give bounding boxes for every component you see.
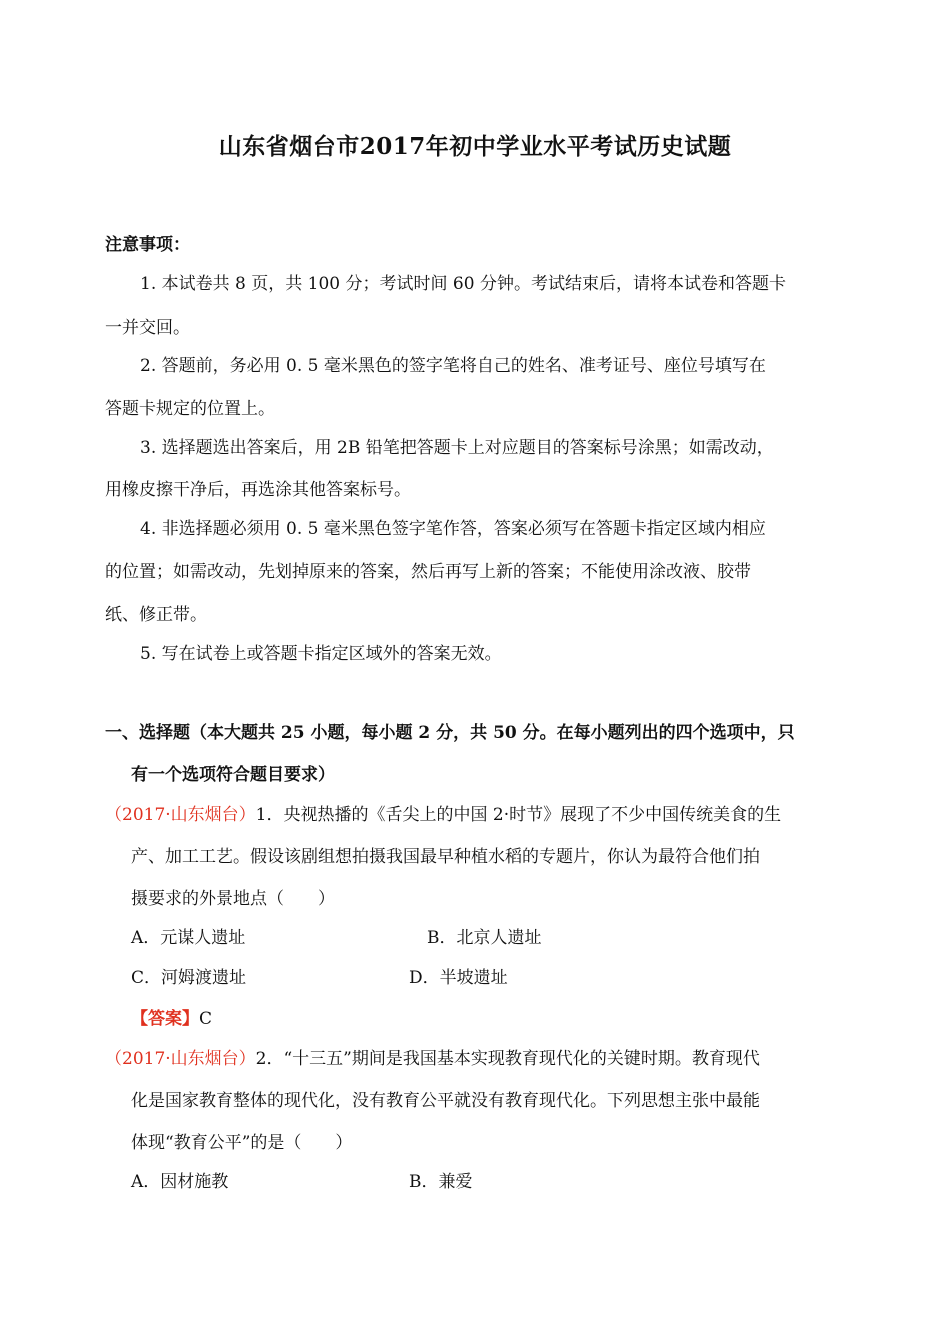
section-heading-line-1: 一、选择题（本大题共 25 小题，每小题 2 分，共 50 分。在每小题列出的四个选项中，只 <box>105 723 795 743</box>
question-2-stem-line-3: 体现“教育公平”的是（ ） <box>131 1133 353 1153</box>
question-2-option-b: B．兼爱 <box>409 1172 473 1192</box>
note-2-line-1: 2. 答题前，务必用 0. 5 毫米黑色的签字笔将自己的姓名、准考证号、座位号填写在 <box>140 356 766 376</box>
section-heading-line-2: 有一个选项符合题目要求） <box>131 765 335 785</box>
question-1-answer-row <box>131 1007 212 1031</box>
question-2-first-line <box>105 1047 760 1071</box>
question-1-source: （2017·山东烟台） <box>105 805 256 825</box>
note-5-line-1: 5. 写在试卷上或答题卡指定区域外的答案无效。 <box>140 644 502 664</box>
question-2-stem-line-2: 化是国家教育整体的现代化，没有教育公平就没有教育现代化。下列思想主张中最能 <box>131 1091 760 1111</box>
note-4-line-2: 的位置；如需改动，先划掉原来的答案，然后再写上新的答案；不能使用涂改液、胶带 <box>105 562 751 582</box>
question-1-answer-label: 【答案】 <box>131 1009 199 1029</box>
note-1-line-2: 一并交回。 <box>105 318 190 338</box>
page-title: 山东省烟台市2017年初中学业水平考试历史试题 <box>218 133 732 160</box>
note-3-line-2: 用橡皮擦干净后，再选涂其他答案标号。 <box>105 480 411 500</box>
question-1-answer: C <box>199 1009 213 1029</box>
note-1-line-1: 1. 本试卷共 8 页，共 100 分；考试时间 60 分钟。考试结束后，请将本试卷和答题卡 <box>140 274 786 294</box>
question-1-option-b: B．北京人遗址 <box>427 928 542 948</box>
note-4-line-1: 4. 非选择题必须用 0. 5 毫米黑色签字笔作答，答案必须写在答题卡指定区域内相应 <box>140 519 766 539</box>
question-1-option-a: A．元谋人遗址 <box>131 928 246 948</box>
note-3-line-1: 3. 选择题选出答案后，用 2B 铅笔把答题卡上对应题目的答案标号涂黑；如需改动， <box>140 438 774 458</box>
notes-heading: 注意事项： <box>105 235 190 255</box>
question-1-stem-line-1: 1．央视热播的《舌尖上的中国 2·时节》展现了不少中国传统美食的生 <box>255 805 782 825</box>
question-1-option-c: C．河姆渡遗址 <box>131 968 247 988</box>
question-2-option-a: A．因材施教 <box>131 1172 229 1192</box>
question-1-stem-line-3: 摄要求的外景地点（ ） <box>131 889 335 909</box>
note-2-line-2: 答题卡规定的位置上。 <box>105 399 275 419</box>
note-4-line-3: 纸、修正带。 <box>105 605 207 625</box>
question-1-stem-line-2: 产、加工工艺。假设该剧组想拍摄我国最早种植水稻的专题片，你认为最符合他们拍 <box>131 847 760 867</box>
question-2-source: （2017·山东烟台） <box>105 1049 256 1069</box>
question-2-stem-line-1: 2．“十三五”期间是我国基本实现教育现代化的关键时期。教育现代 <box>255 1049 760 1069</box>
question-1-first-line <box>105 803 781 827</box>
question-1-option-d: D．半坡遗址 <box>409 968 508 988</box>
